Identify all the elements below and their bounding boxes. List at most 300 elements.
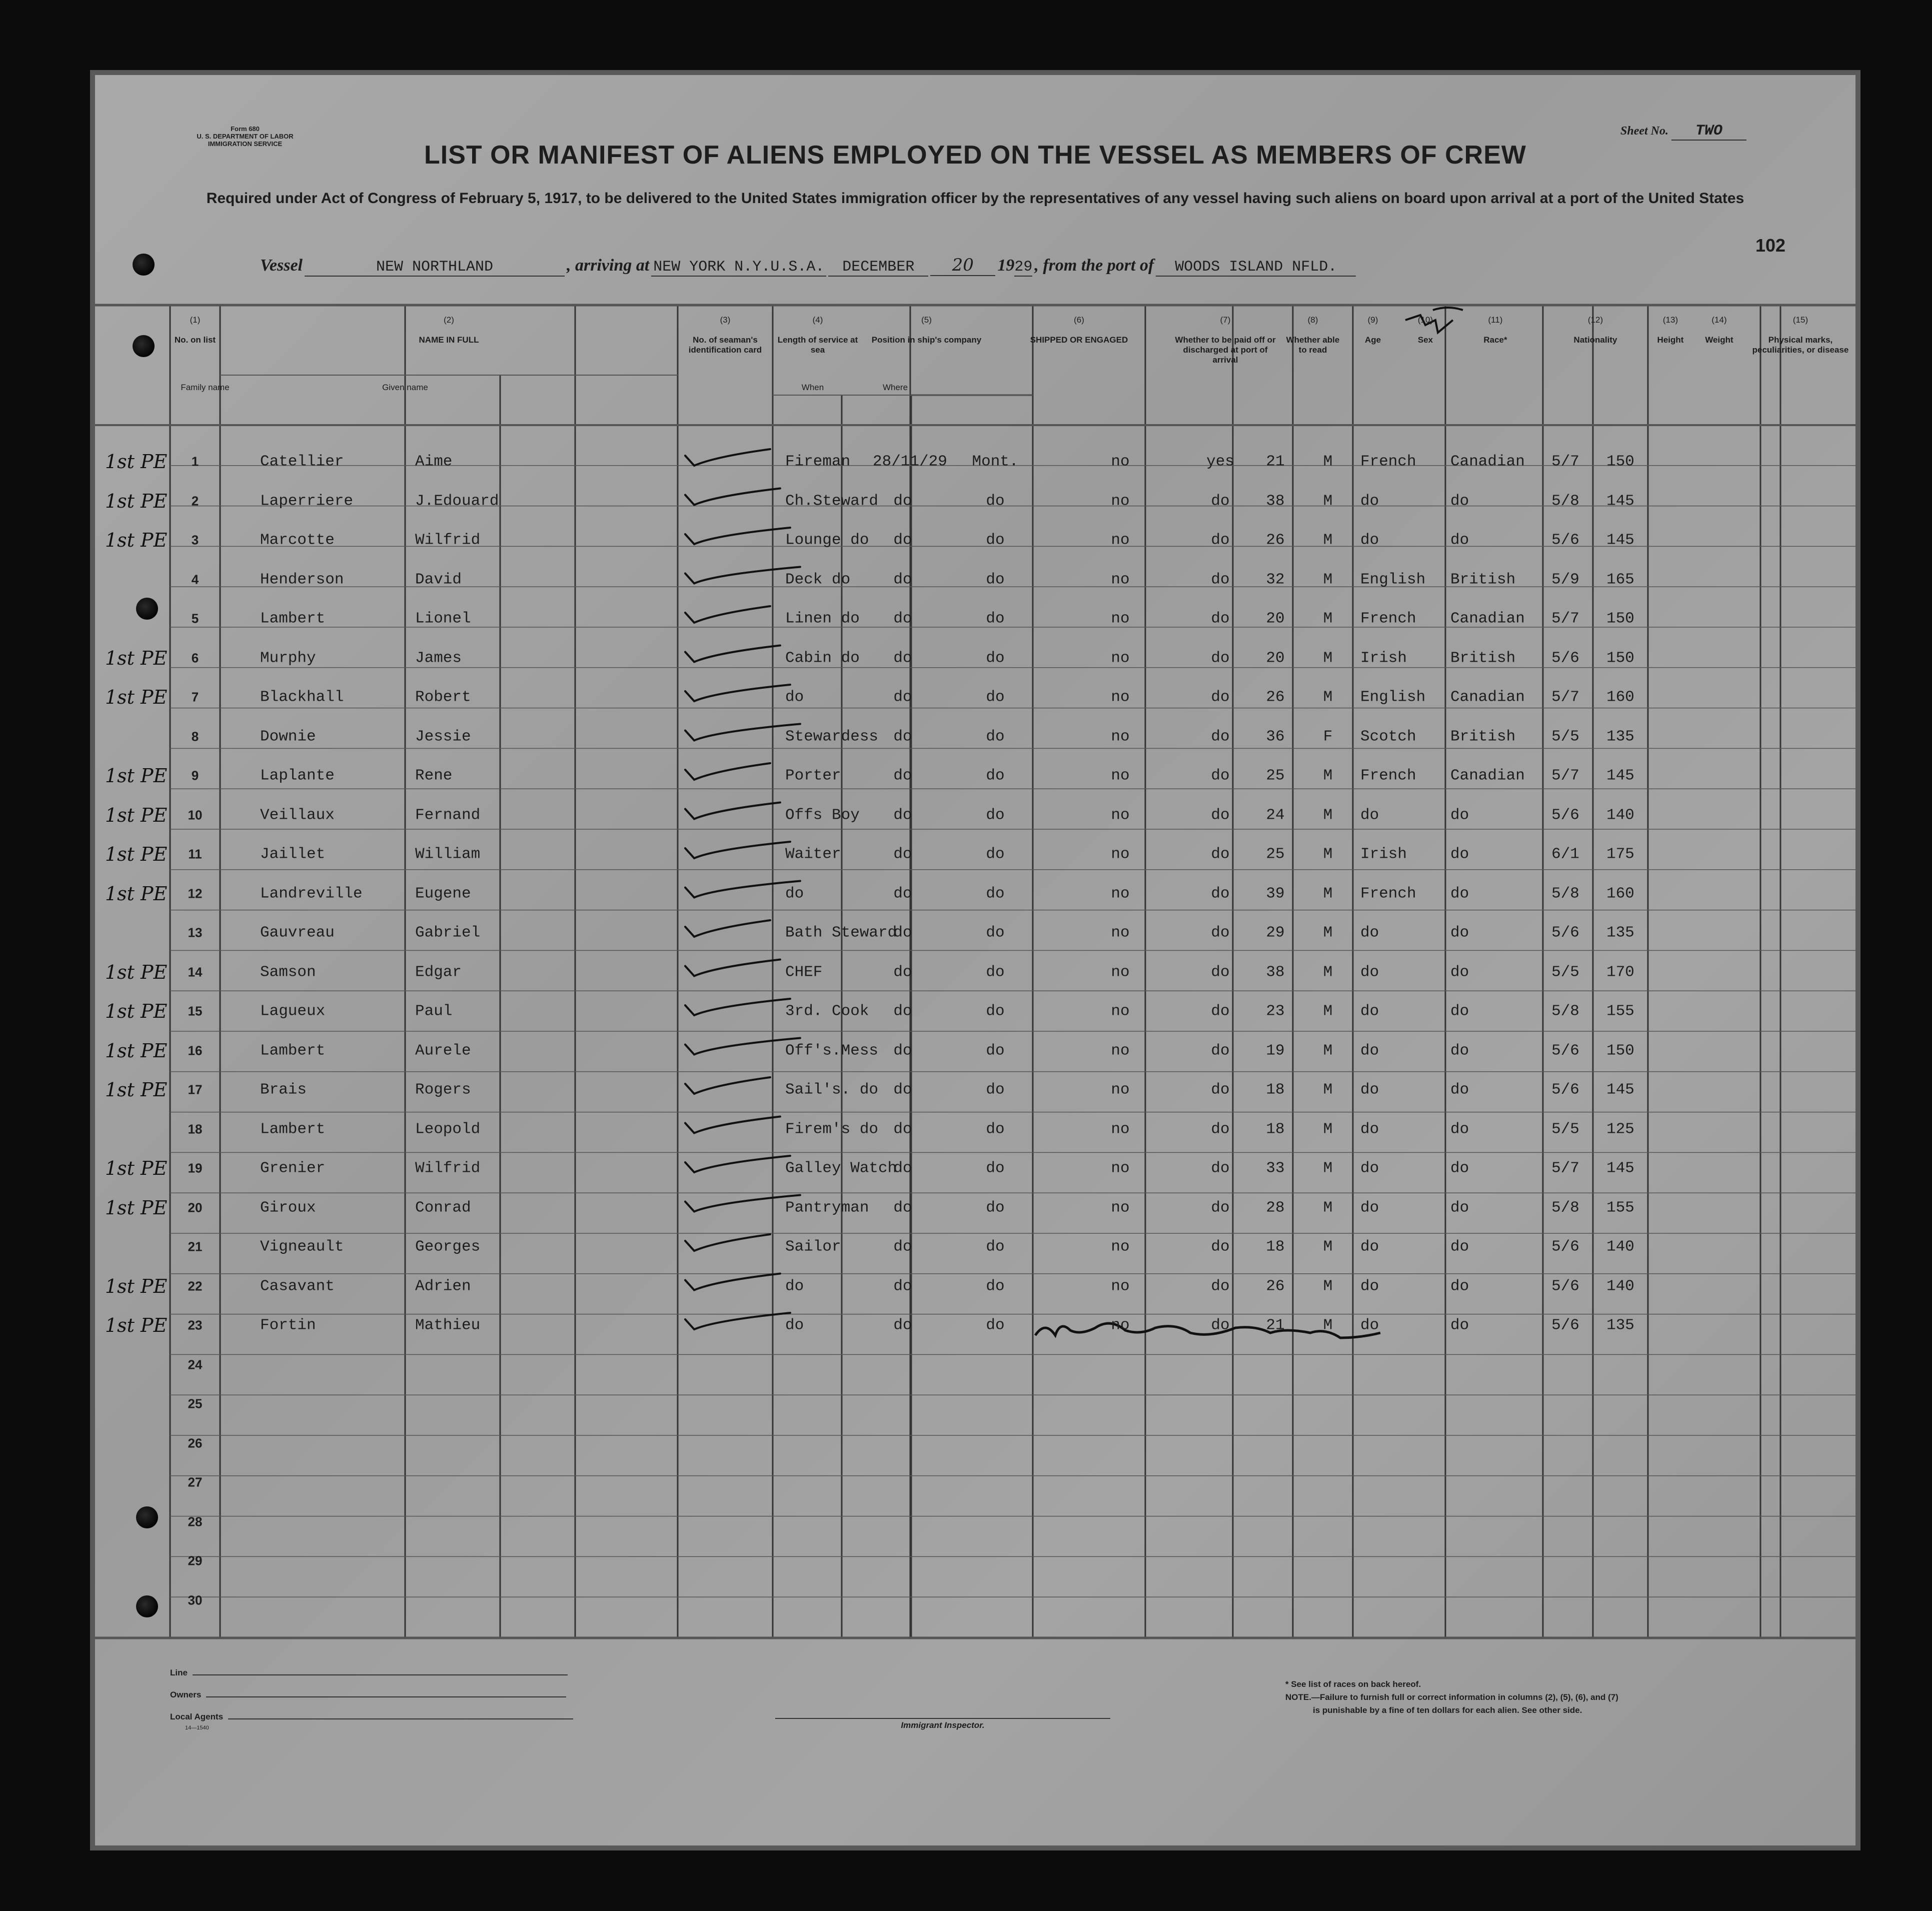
cell-when: do: [893, 845, 912, 863]
cell-nationality: Canadian: [1450, 688, 1525, 706]
cell-position: do: [785, 885, 804, 902]
cell-age: 24: [1266, 806, 1285, 824]
cell-height: 5/5: [1551, 963, 1579, 981]
row-number: 19: [188, 1160, 203, 1176]
cell-able-to-read: do: [1211, 1042, 1230, 1059]
cell-given-name: James: [415, 649, 462, 667]
cell-race: French: [1360, 885, 1416, 902]
row-number: 3: [191, 532, 199, 548]
cell-weight: 145: [1606, 492, 1634, 510]
cell-paid-off: no: [1111, 492, 1130, 510]
cell-sex: F: [1323, 728, 1333, 745]
row-number: 23: [188, 1317, 203, 1333]
cell-sex: M: [1323, 1081, 1333, 1099]
cell-height: 5/6: [1551, 1238, 1579, 1256]
row-number: 30: [188, 1592, 203, 1607]
cell-race: do: [1360, 1002, 1379, 1020]
cell-height: 5/7: [1551, 453, 1579, 471]
check-mark: [685, 567, 800, 584]
cell-height: 5/6: [1551, 1081, 1579, 1099]
cell-when: do: [893, 1159, 912, 1177]
footer-left: [170, 1668, 573, 1731]
cell-paid-off: no: [1111, 453, 1130, 471]
cell-race: do: [1360, 1159, 1379, 1177]
cell-sex: M: [1323, 1316, 1333, 1334]
cell-height: 5/6: [1551, 531, 1579, 549]
row-number: 20: [188, 1200, 203, 1215]
department: U. S. DEPARTMENT OF LABOR: [197, 133, 294, 140]
row-number: 10: [188, 807, 203, 822]
cell-family-name: Fortin: [260, 1316, 316, 1334]
cell-race: do: [1360, 963, 1379, 981]
cell-given-name: Aurele: [415, 1042, 471, 1059]
cell-position: Off's.Mess: [785, 1042, 879, 1059]
cell-age: 18: [1266, 1081, 1285, 1099]
cell-nationality: do: [1450, 1042, 1469, 1059]
cell-able-to-read: do: [1211, 610, 1230, 628]
cell-able-to-read: do: [1211, 806, 1230, 824]
cell-nationality: do: [1450, 1316, 1469, 1334]
check-mark: [685, 449, 770, 466]
cell-when: do: [893, 806, 912, 824]
check-mark: [685, 1038, 800, 1055]
handwritten-mark: 1st PE: [105, 490, 168, 512]
cell-able-to-read: do: [1211, 728, 1230, 745]
column-number: (7): [1220, 315, 1231, 325]
check-mark: [685, 1313, 790, 1329]
cell-sex: M: [1323, 806, 1333, 824]
cell-nationality: do: [1450, 1120, 1469, 1138]
cell-able-to-read: do: [1211, 531, 1230, 549]
cell-able-to-read: do: [1211, 1159, 1230, 1177]
column-header: No. of seaman's identification card: [688, 335, 762, 355]
column-header: Weight: [1705, 335, 1733, 345]
cell-position: Porter: [785, 767, 841, 785]
cell-weight: 140: [1606, 1277, 1634, 1295]
cell-position: Firem's do: [785, 1120, 879, 1138]
cell-height: 5/7: [1551, 1159, 1579, 1177]
handwritten-mark: 1st PE: [105, 686, 168, 708]
cell-paid-off: no: [1111, 531, 1130, 549]
cell-age: 29: [1266, 924, 1285, 942]
note-star: * See list of races on back hereof.: [1285, 1679, 1421, 1689]
punch-hole: [136, 1595, 158, 1617]
cell-paid-off: no: [1111, 1042, 1130, 1059]
column-number: (1): [190, 315, 201, 325]
subheader-where: Where: [882, 383, 908, 392]
cell-given-name: Robert: [415, 688, 471, 706]
cell-race: do: [1360, 806, 1379, 824]
row-number: 22: [188, 1278, 203, 1293]
cell-weight: 170: [1606, 963, 1634, 981]
cell-position: Offs Boy: [785, 806, 860, 824]
cell-paid-off: no: [1111, 767, 1130, 785]
punch-hole: [133, 254, 155, 276]
cell-height: 5/6: [1551, 806, 1579, 824]
cell-given-name: Edgar: [415, 963, 462, 981]
cell-position: do: [785, 1316, 804, 1334]
check-mark: [685, 1156, 790, 1172]
cell-age: 23: [1266, 1002, 1285, 1020]
cell-nationality: Canadian: [1450, 610, 1525, 628]
cell-given-name: Eugene: [415, 885, 471, 902]
cell-height: 5/7: [1551, 767, 1579, 785]
cell-where: do: [986, 767, 1005, 785]
punch-hole: [133, 335, 155, 357]
cell-able-to-read: do: [1211, 688, 1230, 706]
cell-race: do: [1360, 1316, 1379, 1334]
cell-position: Ch.Steward: [785, 492, 879, 510]
line-label: Line: [170, 1668, 188, 1677]
cell-nationality: do: [1450, 1159, 1469, 1177]
cell-where: do: [986, 1238, 1005, 1256]
cell-family-name: Downie: [260, 728, 316, 745]
cell-age: 26: [1266, 531, 1285, 549]
check-mark: [685, 1234, 770, 1251]
cell-paid-off: no: [1111, 885, 1130, 902]
cell-able-to-read: do: [1211, 767, 1230, 785]
cell-weight: 150: [1606, 1042, 1634, 1059]
cell-age: 26: [1266, 688, 1285, 706]
owners-label: Owners: [170, 1690, 202, 1699]
row-number: 12: [188, 886, 203, 901]
cell-family-name: Murphy: [260, 649, 316, 667]
year-prefix: 19: [997, 256, 1015, 275]
cell-age: 33: [1266, 1159, 1285, 1177]
cell-position: Fireman: [785, 453, 851, 471]
cell-paid-off: no: [1111, 1159, 1130, 1177]
punch-hole: [136, 1506, 158, 1528]
cell-family-name: Jaillet: [260, 845, 326, 863]
row-number: 7: [191, 689, 199, 705]
check-mark: [685, 646, 780, 662]
column-number: (2): [444, 315, 454, 325]
cell-race: Scotch: [1360, 728, 1416, 745]
cell-when: do: [893, 649, 912, 667]
column-header: Whether to be paid off or discharged at port of arrival: [1175, 335, 1276, 365]
cell-nationality: do: [1450, 1081, 1469, 1099]
check-mark: [685, 842, 790, 858]
row-number: 4: [191, 572, 199, 587]
cell-able-to-read: do: [1211, 1081, 1230, 1099]
page-number: 102: [1755, 235, 1786, 256]
cell-able-to-read: do: [1211, 885, 1230, 902]
cell-where: do: [986, 728, 1005, 745]
note-line-1: NOTE.—Failure to furnish full or correct information in columns (2), (5), (6), and (7): [1285, 1692, 1618, 1702]
cell-nationality: do: [1450, 963, 1469, 981]
cell-able-to-read: do: [1211, 492, 1230, 510]
inspector-line: [775, 1718, 1110, 1719]
cell-weight: 150: [1606, 610, 1634, 628]
cell-paid-off: no: [1111, 610, 1130, 628]
handwritten-mark: 1st PE: [105, 1157, 168, 1179]
cell-position: Deck do: [785, 571, 851, 588]
cell-weight: 140: [1606, 1238, 1634, 1256]
check-mark: [685, 960, 780, 976]
cell-race: do: [1360, 1199, 1379, 1216]
handwritten-mark: 1st PE: [105, 451, 168, 473]
cell-when: do: [893, 963, 912, 981]
cell-given-name: Jessie: [415, 728, 471, 745]
handwritten-mark: 1st PE: [105, 843, 168, 865]
handwritten-mark: 1st PE: [105, 961, 168, 983]
cell-age: 32: [1266, 571, 1285, 588]
cell-race: Irish: [1360, 649, 1407, 667]
cell-family-name: Lagueux: [260, 1002, 326, 1020]
cell-position: do: [785, 688, 804, 706]
cell-weight: 165: [1606, 571, 1634, 588]
cell-height: 5/6: [1551, 1042, 1579, 1059]
cell-when: do: [893, 610, 912, 628]
cell-weight: 150: [1606, 453, 1634, 471]
cell-sex: M: [1323, 963, 1333, 981]
cell-sex: M: [1323, 1199, 1333, 1216]
cell-sex: M: [1323, 1238, 1333, 1256]
cell-height: 5/7: [1551, 688, 1579, 706]
cell-where: do: [986, 1199, 1005, 1216]
cell-position: Galley Watch: [785, 1159, 897, 1177]
check-mark: [685, 1077, 770, 1094]
check-mark: [685, 881, 800, 898]
handwritten-mark: 1st PE: [105, 1079, 168, 1101]
handwritten-mark: 1st PE: [105, 1196, 168, 1219]
cell-when: do: [893, 1277, 912, 1295]
cell-given-name: Wilfrid: [415, 531, 481, 549]
cell-sex: M: [1323, 1042, 1333, 1059]
check-mark: [685, 606, 770, 623]
cell-paid-off: no: [1111, 845, 1130, 863]
cell-height: 5/8: [1551, 885, 1579, 902]
cell-nationality: do: [1450, 924, 1469, 942]
cell-paid-off: no: [1111, 806, 1130, 824]
cell-where: do: [986, 610, 1005, 628]
row-number: 18: [188, 1121, 203, 1136]
column-header: Height: [1657, 335, 1684, 345]
page-title: LIST OR MANIFEST OF ALIENS EMPLOYED ON THE VESSEL AS MEMBERS OF CREW: [424, 141, 1526, 170]
cell-position: Sailor: [785, 1238, 841, 1256]
cell-position: CHEF: [785, 963, 823, 981]
check-mark: [685, 489, 780, 505]
handwritten-mark: 1st PE: [105, 647, 168, 669]
cell-where: do: [986, 806, 1005, 824]
cell-where: do: [986, 1120, 1005, 1138]
cell-given-name: William: [415, 845, 481, 863]
cell-paid-off: no: [1111, 1316, 1130, 1334]
column-header: SHIPPED OR ENGAGED: [1030, 335, 1128, 345]
cell-race: English: [1360, 688, 1426, 706]
row-number: 29: [188, 1553, 203, 1568]
cell-where: do: [986, 845, 1005, 863]
cell-age: 18: [1266, 1238, 1285, 1256]
cell-height: 5/6: [1551, 1316, 1579, 1334]
arriving-port: NEW YORK N.Y.U.S.A.: [651, 259, 826, 277]
cell-when: do: [893, 1002, 912, 1020]
sheet-no: TWO: [1671, 123, 1746, 141]
form-number: Form 680: [231, 125, 260, 133]
vessel-name: NEW NORTHLAND: [305, 259, 565, 277]
cell-position: Stewardess: [785, 728, 879, 745]
cell-age: 26: [1266, 1277, 1285, 1295]
column-header: Sex: [1417, 335, 1433, 345]
cell-paid-off: no: [1111, 728, 1130, 745]
cell-paid-off: no: [1111, 688, 1130, 706]
cell-able-to-read: do: [1211, 924, 1230, 942]
cell-position: Bath Steward: [785, 924, 897, 942]
cell-family-name: Laplante: [260, 767, 335, 785]
row-number: 1: [191, 454, 199, 469]
cell-family-name: Marcotte: [260, 531, 335, 549]
cell-weight: 155: [1606, 1199, 1634, 1216]
cell-when: do: [893, 885, 912, 902]
cell-height: 5/9: [1551, 571, 1579, 588]
cell-height: 5/7: [1551, 610, 1579, 628]
cell-sex: M: [1323, 688, 1333, 706]
cell-age: 18: [1266, 1120, 1285, 1138]
cell-when: do: [893, 571, 912, 588]
column-number: (15): [1792, 315, 1808, 325]
cell-where: do: [986, 924, 1005, 942]
cell-race: do: [1360, 1120, 1379, 1138]
arrival-month: DECEMBER: [828, 259, 928, 277]
cell-given-name: Conrad: [415, 1199, 471, 1216]
cell-nationality: British: [1450, 728, 1516, 745]
form-code: 14—1540: [185, 1725, 209, 1731]
subheader-given: Given name: [382, 383, 428, 392]
cell-position: Pantryman: [785, 1199, 869, 1216]
cell-given-name: J.Edouard: [415, 492, 499, 510]
check-mark: [685, 803, 780, 819]
cell-position: Lounge do: [785, 531, 869, 549]
cell-paid-off: no: [1111, 924, 1130, 942]
cell-able-to-read: do: [1211, 571, 1230, 588]
column-number: (12): [1587, 315, 1603, 325]
cell-paid-off: no: [1111, 1002, 1130, 1020]
cell-where: do: [986, 1316, 1005, 1334]
cell-race: Irish: [1360, 845, 1407, 863]
column-number: (11): [1488, 315, 1503, 325]
cell-weight: 150: [1606, 649, 1634, 667]
cell-sex: M: [1323, 924, 1333, 942]
cell-nationality: Canadian: [1450, 767, 1525, 785]
check-mark: [685, 724, 800, 741]
row-number: 28: [188, 1514, 203, 1529]
handwritten-mark: 1st PE: [105, 882, 168, 905]
cell-nationality: do: [1450, 1277, 1469, 1295]
row-number: 16: [188, 1043, 203, 1058]
check-mark: [685, 528, 790, 544]
cell-nationality: do: [1450, 492, 1469, 510]
cell-paid-off: no: [1111, 1199, 1130, 1216]
cell-position: Linen do: [785, 610, 860, 628]
column-header: Whether able to read: [1286, 335, 1340, 355]
manifest-sheet: [95, 75, 1855, 1845]
cell-where: do: [986, 688, 1005, 706]
cell-given-name: Aime: [415, 453, 453, 471]
cell-nationality: do: [1450, 1238, 1469, 1256]
cell-sex: M: [1323, 885, 1333, 902]
vessel-label: Vessel: [260, 256, 303, 275]
column-header: Race*: [1483, 335, 1507, 345]
cell-sex: M: [1323, 1120, 1333, 1138]
cell-nationality: do: [1450, 1002, 1469, 1020]
cell-position: 3rd. Cook: [785, 1002, 869, 1020]
service: IMMIGRATION SERVICE: [208, 140, 283, 148]
row-number: 24: [188, 1357, 203, 1372]
column-header: NAME IN FULL: [419, 335, 479, 345]
column-number: (8): [1307, 315, 1318, 325]
cell-age: 38: [1266, 963, 1285, 981]
check-mark: [685, 920, 770, 937]
cell-height: 5/8: [1551, 1199, 1579, 1216]
handwritten-mark: 1st PE: [105, 529, 168, 551]
cell-able-to-read: do: [1211, 1316, 1230, 1334]
cell-weight: 140: [1606, 806, 1634, 824]
cell-nationality: do: [1450, 885, 1469, 902]
cell-paid-off: no: [1111, 1120, 1130, 1138]
row-number: 13: [188, 925, 203, 940]
row-number: 9: [191, 768, 199, 783]
cell-sex: M: [1323, 610, 1333, 628]
cell-sex: M: [1323, 531, 1333, 549]
column-number: (3): [720, 315, 731, 325]
cell-nationality: do: [1450, 531, 1469, 549]
cell-family-name: Laperriere: [260, 492, 354, 510]
cell-given-name: Gabriel: [415, 924, 481, 942]
cell-paid-off: no: [1111, 963, 1130, 981]
cell-age: 36: [1266, 728, 1285, 745]
handwritten-mark: 1st PE: [105, 1314, 168, 1336]
cell-family-name: Lambert: [260, 1042, 326, 1059]
cell-age: 20: [1266, 649, 1285, 667]
cell-when: do: [893, 492, 912, 510]
cell-age: 39: [1266, 885, 1285, 902]
from-label: , from the port of: [1034, 256, 1154, 275]
cell-when: do: [893, 924, 912, 942]
cell-age: 20: [1266, 610, 1285, 628]
cell-race: do: [1360, 924, 1379, 942]
cell-where: do: [986, 492, 1005, 510]
cell-family-name: Landreville: [260, 885, 363, 902]
cell-nationality: do: [1450, 845, 1469, 863]
cell-weight: 135: [1606, 1316, 1634, 1334]
cell-sex: M: [1323, 649, 1333, 667]
cell-given-name: Paul: [415, 1002, 453, 1020]
column-number: (13): [1662, 315, 1678, 325]
cell-given-name: Mathieu: [415, 1316, 481, 1334]
subheader-family: Family name: [181, 383, 230, 392]
agents-label: Local Agents: [170, 1712, 224, 1721]
cell-age: 28: [1266, 1199, 1285, 1216]
cell-position: Sail's. do: [785, 1081, 879, 1099]
cell-given-name: Leopold: [415, 1120, 481, 1138]
check-mark: [685, 1117, 780, 1133]
cell-height: 6/1: [1551, 845, 1579, 863]
cell-weight: 145: [1606, 1159, 1634, 1177]
cell-where: do: [986, 885, 1005, 902]
column-header: Length of service at sea: [777, 335, 858, 355]
sheet-label: Sheet No.: [1620, 125, 1668, 138]
cell-given-name: Rogers: [415, 1081, 471, 1099]
departure-port: WOODS ISLAND NFLD.: [1156, 259, 1356, 277]
cell-when: 28/11/29: [873, 453, 947, 471]
subheader-when: When: [801, 383, 824, 392]
cell-weight: 135: [1606, 924, 1634, 942]
handwritten-mark: 1st PE: [105, 1000, 168, 1022]
check-mark: [685, 763, 770, 780]
cell-sex: M: [1323, 1002, 1333, 1020]
cell-paid-off: no: [1111, 1081, 1130, 1099]
cell-when: do: [893, 1081, 912, 1099]
